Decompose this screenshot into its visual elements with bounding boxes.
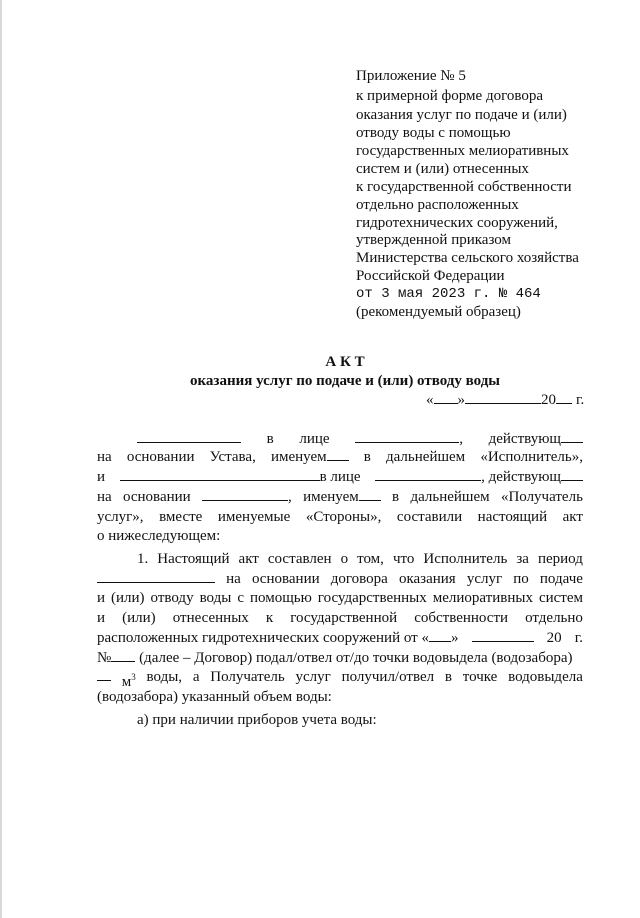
word: государственной [290, 610, 398, 626]
subitem-a: а) при наличии приборов учета воды: [137, 712, 377, 728]
appendix-line: отдельно расположенных [356, 197, 519, 213]
ending-blank [359, 488, 381, 501]
para2-line: (водозабора) указанный объем воды: [97, 689, 332, 705]
para1-line [97, 448, 583, 466]
word: дальнейшем [410, 489, 490, 505]
word: Получатель [210, 669, 285, 685]
appendix-line: государственных мелиоративных [356, 143, 569, 159]
word: собственности [414, 610, 509, 626]
word: составлен [267, 551, 332, 567]
word: о [340, 551, 349, 567]
word: за [516, 551, 529, 567]
representative-blank [355, 430, 459, 443]
word: » [450, 630, 459, 646]
word: на [97, 449, 112, 465]
word: в [444, 669, 452, 685]
word: что [392, 551, 415, 567]
word: к [265, 610, 274, 626]
appendix-line: Министерства сельского хозяйства [356, 250, 579, 266]
word: и [97, 590, 106, 606]
unit-text: м [121, 674, 132, 690]
word: Исполнитель [423, 551, 508, 567]
day-blank [434, 391, 458, 404]
ending-blank [561, 468, 583, 481]
word: , [288, 489, 292, 505]
word: «Стороны», [305, 509, 382, 525]
order-number-line: от 3 мая 2023 г. № 464 [356, 286, 541, 302]
word: г. [574, 630, 583, 646]
act-title: А К Т [325, 354, 365, 370]
word: именуем [303, 489, 359, 505]
volume-blank [97, 668, 111, 681]
word: государственных [317, 590, 427, 606]
recipient-blank [120, 468, 320, 481]
word: систем [538, 590, 583, 606]
word: основании [251, 571, 320, 587]
word: на [97, 489, 112, 505]
word: точке [462, 669, 498, 685]
para1-line [97, 468, 583, 486]
word: воды [199, 590, 232, 606]
word: вместе [159, 509, 203, 525]
word: услуг», [97, 509, 144, 525]
word: период [537, 551, 583, 567]
word: по [513, 571, 529, 587]
date-suffix: г. [576, 392, 585, 408]
word: настоящий [477, 509, 548, 525]
word: № [97, 650, 112, 666]
word: получил/отвел [341, 669, 435, 685]
word: именуем [270, 449, 327, 465]
word: именуемые [217, 509, 291, 525]
date-line [426, 391, 584, 409]
word: водовыдела [508, 669, 583, 685]
word: услуг [295, 669, 331, 685]
word: договора [330, 571, 388, 587]
word: акт [562, 509, 583, 525]
word: , действующ [481, 469, 561, 485]
month-blank [472, 629, 534, 642]
para2-line [97, 629, 583, 647]
ending-blank [561, 430, 583, 443]
word: , [459, 431, 463, 447]
appendix-line: оказания услуг по подаче и (или) [356, 107, 567, 123]
word: отводу [150, 590, 194, 606]
day-blank [429, 629, 451, 642]
word: отнесенных [172, 610, 249, 626]
act-subtitle: оказания услуг по подаче и (или) отводу воды [190, 373, 500, 389]
word: основании [126, 449, 195, 465]
unit-superscript: 3 [131, 672, 136, 682]
word: и [97, 610, 106, 626]
para2-line [137, 550, 583, 568]
word: действующ [488, 431, 561, 447]
word: в [392, 489, 400, 505]
year-blank [556, 391, 572, 404]
word: (далее – Договор) подал/отвел от/до точки водовыдела (водозабора) [139, 650, 573, 666]
para2-line [97, 649, 572, 667]
word: (или) [122, 610, 156, 626]
word: с [237, 590, 244, 606]
word: 20 [546, 630, 562, 646]
para2-line [97, 589, 583, 607]
appendix-line: систем и (или) отнесенных [356, 161, 529, 177]
sample-note: (рекомендуемый образец) [356, 304, 521, 320]
para1-line: о нижеследующем: [97, 528, 221, 544]
date-open-quote: « [426, 392, 434, 408]
period-blank [97, 570, 215, 583]
word: воды, [146, 669, 183, 685]
representative-blank [375, 468, 481, 481]
word: 1. [137, 551, 149, 567]
word: в лице [319, 469, 361, 485]
para1-line [97, 488, 583, 506]
word: услуг [466, 571, 503, 587]
word: «Получатель [500, 489, 583, 505]
word: основании [123, 489, 191, 505]
word: отдельно [525, 610, 583, 626]
appendix-line: Российской Федерации [356, 268, 505, 284]
word: дальнейшем [386, 449, 466, 465]
appendix-line: к примерной форме договора [356, 88, 543, 104]
word: Настоящий [157, 551, 230, 567]
word: подаче [539, 571, 583, 587]
scan-edge [0, 0, 2, 918]
appendix-line: Приложение № 5 [356, 68, 466, 84]
word: лице [299, 431, 330, 447]
basis-blank [202, 488, 288, 501]
word: а [192, 669, 200, 685]
word: в [363, 449, 371, 465]
para2-line [97, 570, 583, 588]
date-year: 20 [541, 392, 556, 408]
word: «Исполнитель», [480, 449, 583, 465]
word: расположенных гидротехнических сооружений от « [97, 630, 429, 646]
word: в [266, 431, 274, 447]
word: том, [357, 551, 384, 567]
appendix-line: к государственной собственности [356, 179, 572, 195]
appendix-line: отводу воды с помощью [356, 125, 511, 141]
word: составили [396, 509, 463, 525]
word: акт [238, 551, 259, 567]
contract-number-blank [111, 649, 135, 662]
word: на [226, 571, 241, 587]
word: помощью [249, 590, 312, 606]
month-blank [465, 391, 541, 404]
para1-line [137, 430, 583, 448]
para1-line [97, 508, 583, 526]
word: Устава, [209, 449, 256, 465]
appendix-line: гидротехнических сооружений, [356, 215, 558, 231]
word: (или) [111, 590, 145, 606]
word: мелиоративных [432, 590, 533, 606]
para2-line [97, 609, 583, 627]
word: оказания [398, 571, 456, 587]
appendix-line: утвержденной приказом [356, 232, 512, 248]
date-close-quote: » [457, 392, 465, 408]
ending-blank [327, 448, 349, 461]
word: и [97, 469, 106, 485]
executor-blank [137, 430, 241, 443]
